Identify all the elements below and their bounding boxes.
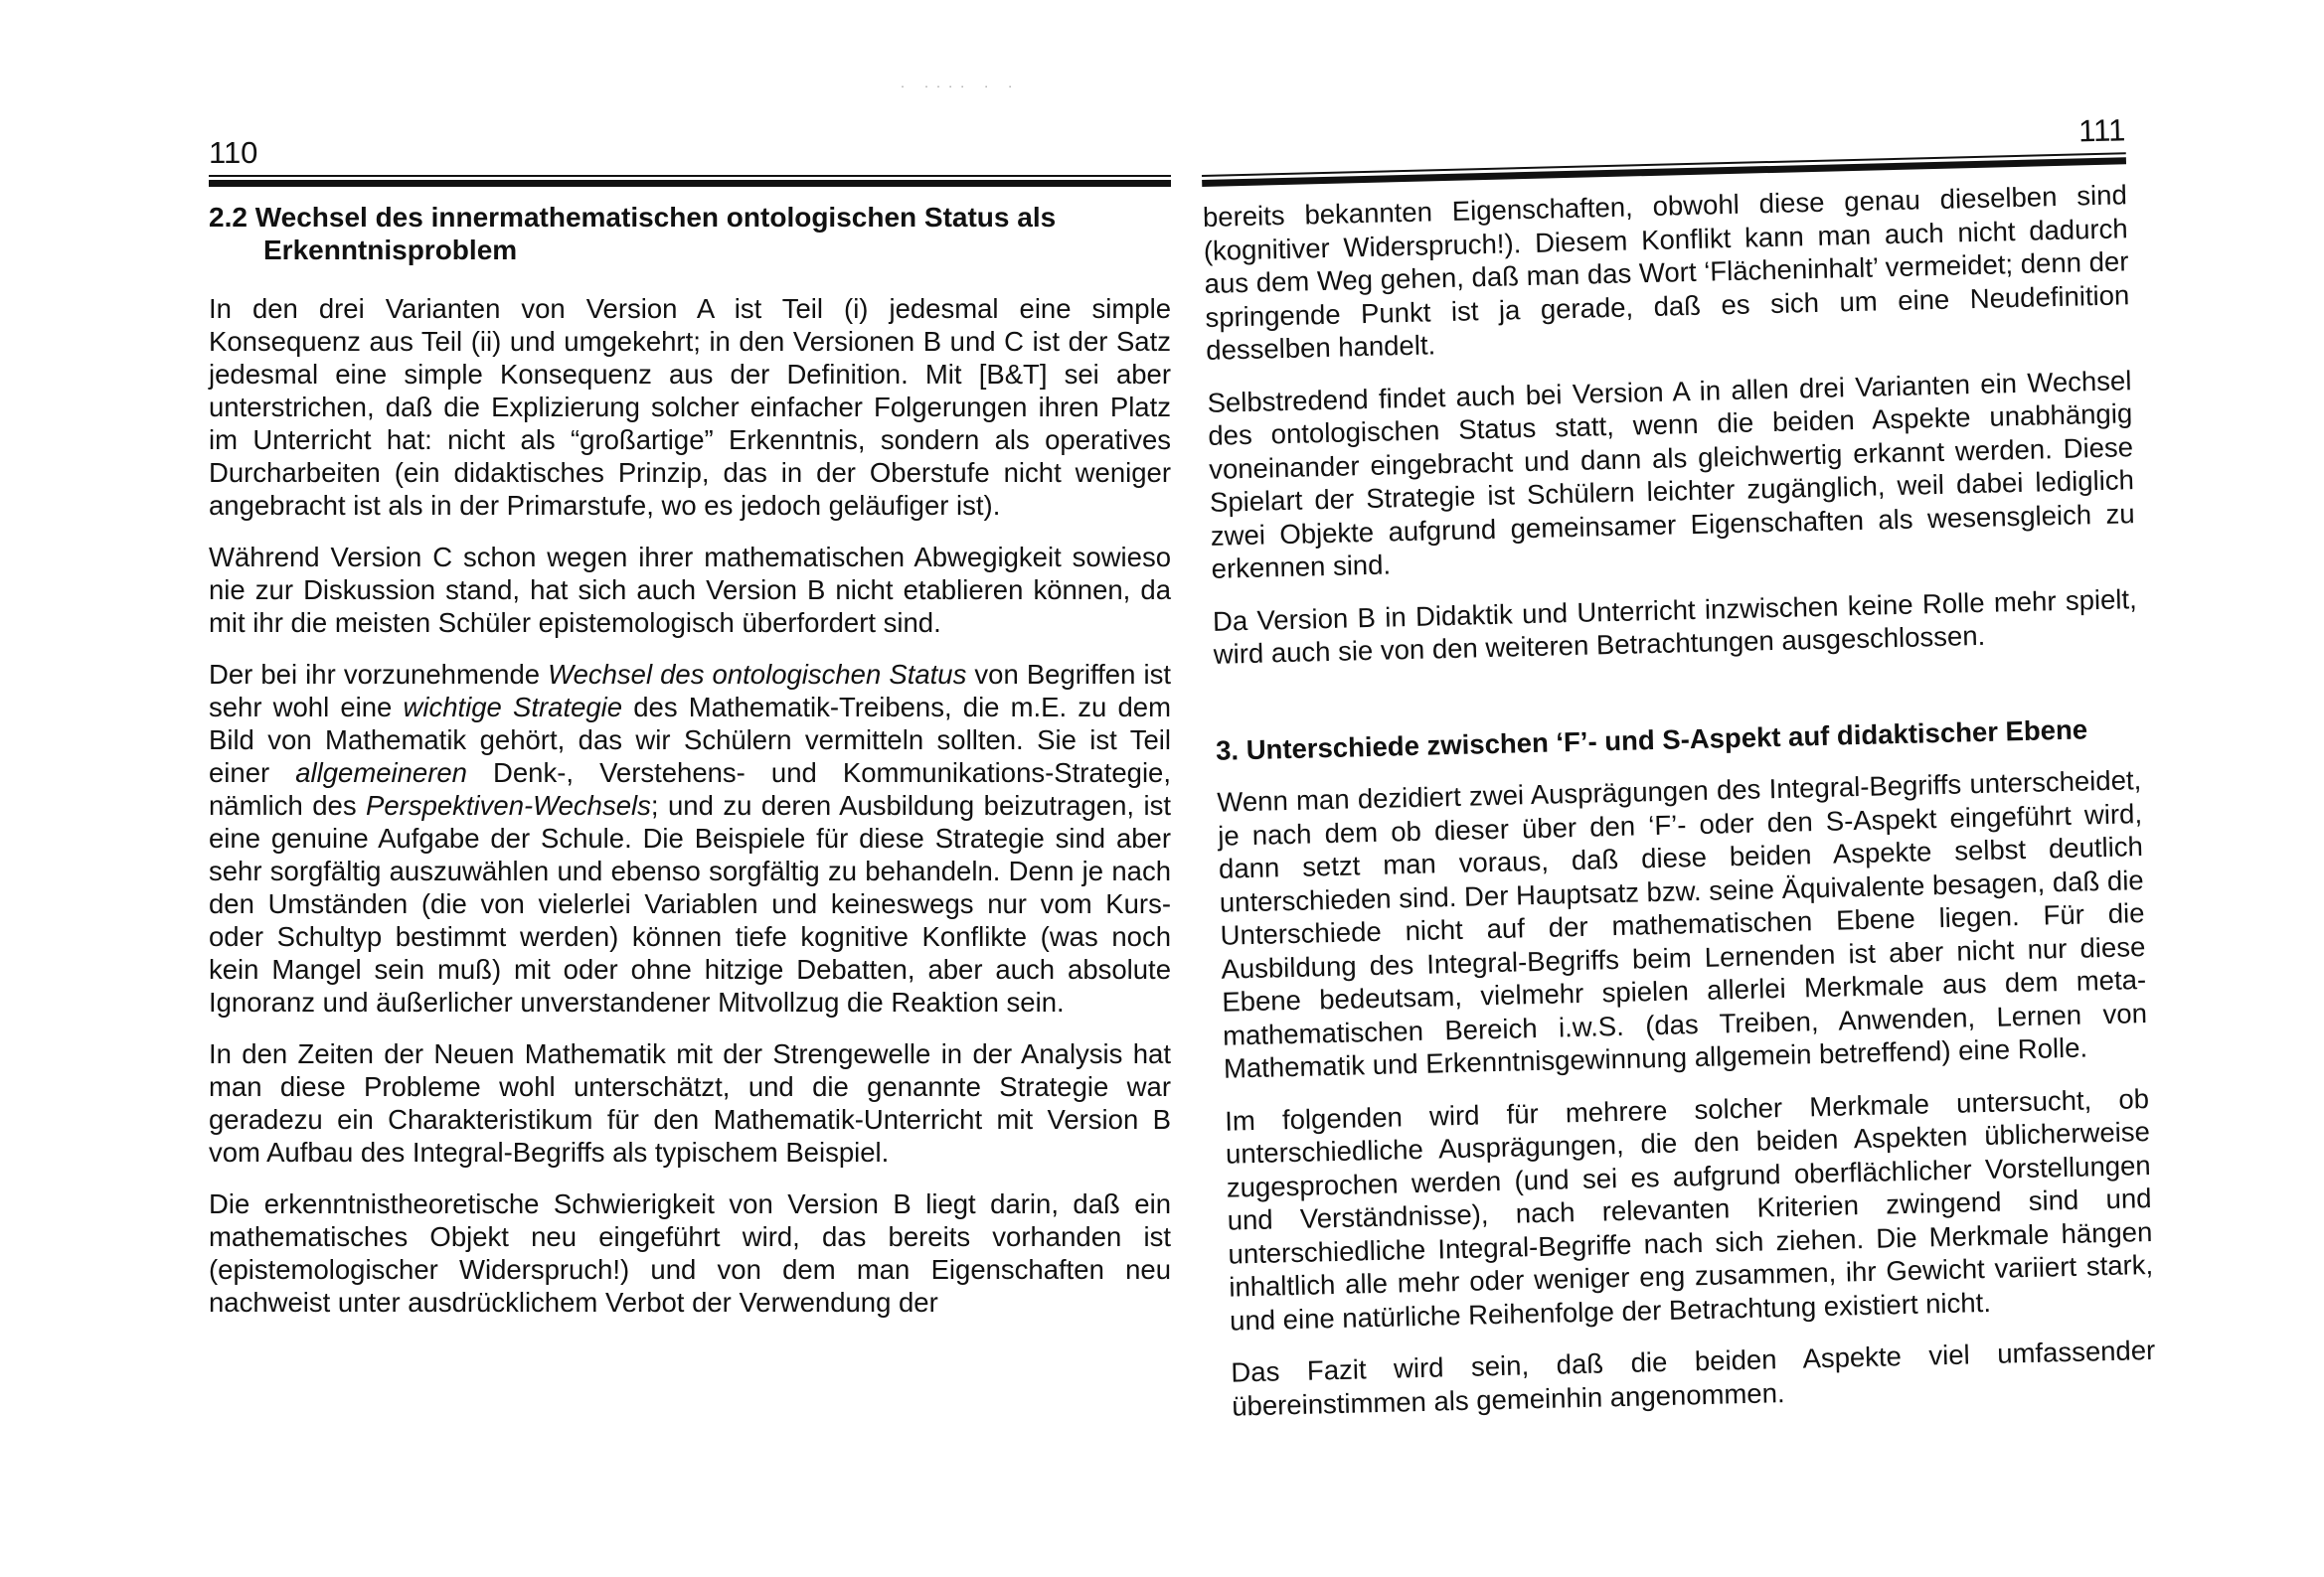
emphasis: Perspektiven-Wechsels (366, 790, 651, 821)
left-column (209, 201, 1171, 1319)
paragraph: Wenn man dezidiert zwei Ausprägungen des Integral-Begriffs unterscheidet, je nach dem ob dieser über den ‘F’- oder den S-Aspekt eingeführt wird, dann setzt man voraus, daß diese beiden Aspekte selbst deutlich unterschieden sind. Der Hauptsatz bzw. seine Äquivalente besagen, daß die Unterschiede nicht auf der mathematischen Ebene liegen. Für die Ausbildung des Integral-Begriffs beim Lernenden ist aber nicht nur diese Ebene bedeutsam, vielmehr spielen allerlei Merkmale aus dem meta-mathematischen Bereich i.w.S. (das Treiben, Anwenden, Lernen von Mathematik und Erkenntnisgewinnung allgemein betreffend) eine Rolle. (1217, 764, 2148, 1084)
paragraph: Da Version B in Didaktik und Unterricht inzwischen keine Rolle mehr spielt, wird auch sie von den weiteren Betrachtungen ausgeschlossen. (1212, 582, 2138, 670)
header-rule-thick (209, 180, 1171, 187)
page-number-left: 110 (209, 135, 258, 170)
text-run: Der bei ihr vorzunehmende (209, 659, 549, 690)
paragraph (209, 658, 1171, 1019)
emphasis: allgemeineren (295, 757, 467, 788)
section-heading-2-2: 2.2 Wechsel des innermathematischen ontologischen Status als Erkenntnisproblem (209, 202, 1057, 265)
text-run: ; und zu deren Ausbildung beizutragen, ist eine genuine Aufgabe der Schule. Die Beispiele für diese Strategie sind aber sehr sorgfältig auszuwählen und ebenso sorgfältig zu behandeln. Denn je nach den Umständen (die von vielerlei Variablen und keineswegs nur vom Kurs- oder Schultyp bestimmt werden) können tiefe kognitive Konflikte (was noch kein Mangel sein muß) mit oder ohne hitzige Debatten, aber auch absolute Ignoranz und äußerlicher unverstandener Mitvollzug die Reaktion sein. (209, 790, 1171, 1018)
paragraph: Während Version C schon wegen ihrer mathematischen Abwegigkeit sowieso nie zur Diskussion stand, hat sich auch Version B nicht etablieren können, da mit ihr die meisten Schüler epistemologisch überfordert sind. (209, 542, 1171, 638)
right-page (1201, 111, 2157, 1441)
text-run: von Begriffen ist sehr wohl eine (209, 659, 1171, 722)
section-heading-3: 3. Unterschiede zwischen ‘F’- und S-Aspekt auf didaktischer Ebene (1215, 712, 2088, 766)
paragraph: In den Zeiten der Neuen Mathematik mit der Strengewelle in der Analysis hat man diese Probleme wohl unterschätzt, und die genannte Strategie war geradezu ein Charakteristikum für den Mathematik-Unterricht mit Version B vom Aufbau des Integral-Begriffs als typischem Beispiel. (209, 1038, 1171, 1168)
text-run: Denk-, Verstehens- und Kommunikations-Strategie, nämlich des (209, 757, 1171, 821)
page-number-right: 111 (2077, 112, 2126, 149)
right-column (1203, 178, 2157, 1422)
emphasis: Wechsel des ontologischen Status (548, 659, 967, 690)
header-rule-thin (209, 175, 1171, 177)
paragraph: Selbstredend findet auch bei Version A in allen drei Varianten ein Wechsel des ontologischen Status statt, wenn die beiden Aspekte unabhängig voneinander eingebracht und dann als gleichwertig erkannt werden. Diese Spielart der Strategie ist Schülern leichter zugänglich, weil dabei lediglich zwei Objekte aufgrund gemeinsamer Eigenschaften als wesensgleich zu erkennen sind. (1207, 364, 2135, 584)
left-page (209, 134, 1171, 1338)
paragraph: bereits bekannten Eigenschaften, obwohl diese genau dieselben sind (kognitiver Widerspruch!). Diesem Konflikt kann man auch nicht dadurch aus dem Weg gehen, daß man das Wort ‘Flächeninhalt’ vermeidet; denn der springende Punkt ist ja gerade, daß es sich um eine Neudefinition desselben handelt. (1202, 179, 2130, 366)
paragraph: Die erkenntnistheoretische Schwierigkeit von Version B liegt darin, daß ein mathematisches Objekt neu eingeführt wird, das bereits vorhanden ist (epistemologischer Widerspruch!) und von dem man Eigenschaften neu nachweist unter ausdrücklichem Verbot der Verwendung der (209, 1188, 1171, 1318)
scan-specks: . .... . . (900, 79, 1020, 90)
paragraph: Im folgenden wird für mehrere solcher Merkmale untersucht, ob unterschiedliche Ausprägungen, die den beiden Aspekten üblicherweise zugesprochen werden (und sei es aufgrund oberflächlicher Vorstellungen und Verständnisse), nach relevanten Kriterien zwingend sind und unterschiedliche Integral-Begriffe nach sich ziehen. Die Merkmale hängen inhaltlich alle mehr oder weniger eng zusammen, ihr Gewicht variiert stark, und eine natürliche Reihenfolge der Betrachtung existiert nicht. (1224, 1082, 2154, 1337)
emphasis: wichtige Strategie (403, 692, 623, 722)
text-run: des Mathematik-Treibens, die m.E. zu dem Bild von Mathematik gehört, das wir Schülern vermitteln sollten. Sie ist Teil einer (209, 692, 1171, 788)
paragraph: Das Fazit wird sein, daß die beiden Aspekte viel umfassender übereinstimmen als gemeinhin angenommen. (1231, 1334, 2156, 1422)
paragraph: In den drei Varianten von Version A ist Teil (i) jedesmal eine simple Konsequenz aus Teil (ii) und umgekehrt; in den Versionen B und C ist der Satz jedesmal eine simple Konsequenz aus der Definition. Mit [B&T] sei aber unterstrichen, daß die Explizierung solcher einfacher Folgerungen ihren Platz im Unterricht hat: nicht als “großartige” Erkenntnis, sondern als operatives Durcharbeiten (ein didaktisches Prinzip, das in der Oberstufe nicht weniger angebracht ist als in der Primarstufe, wo es jedoch geläufiger ist). (209, 293, 1171, 521)
